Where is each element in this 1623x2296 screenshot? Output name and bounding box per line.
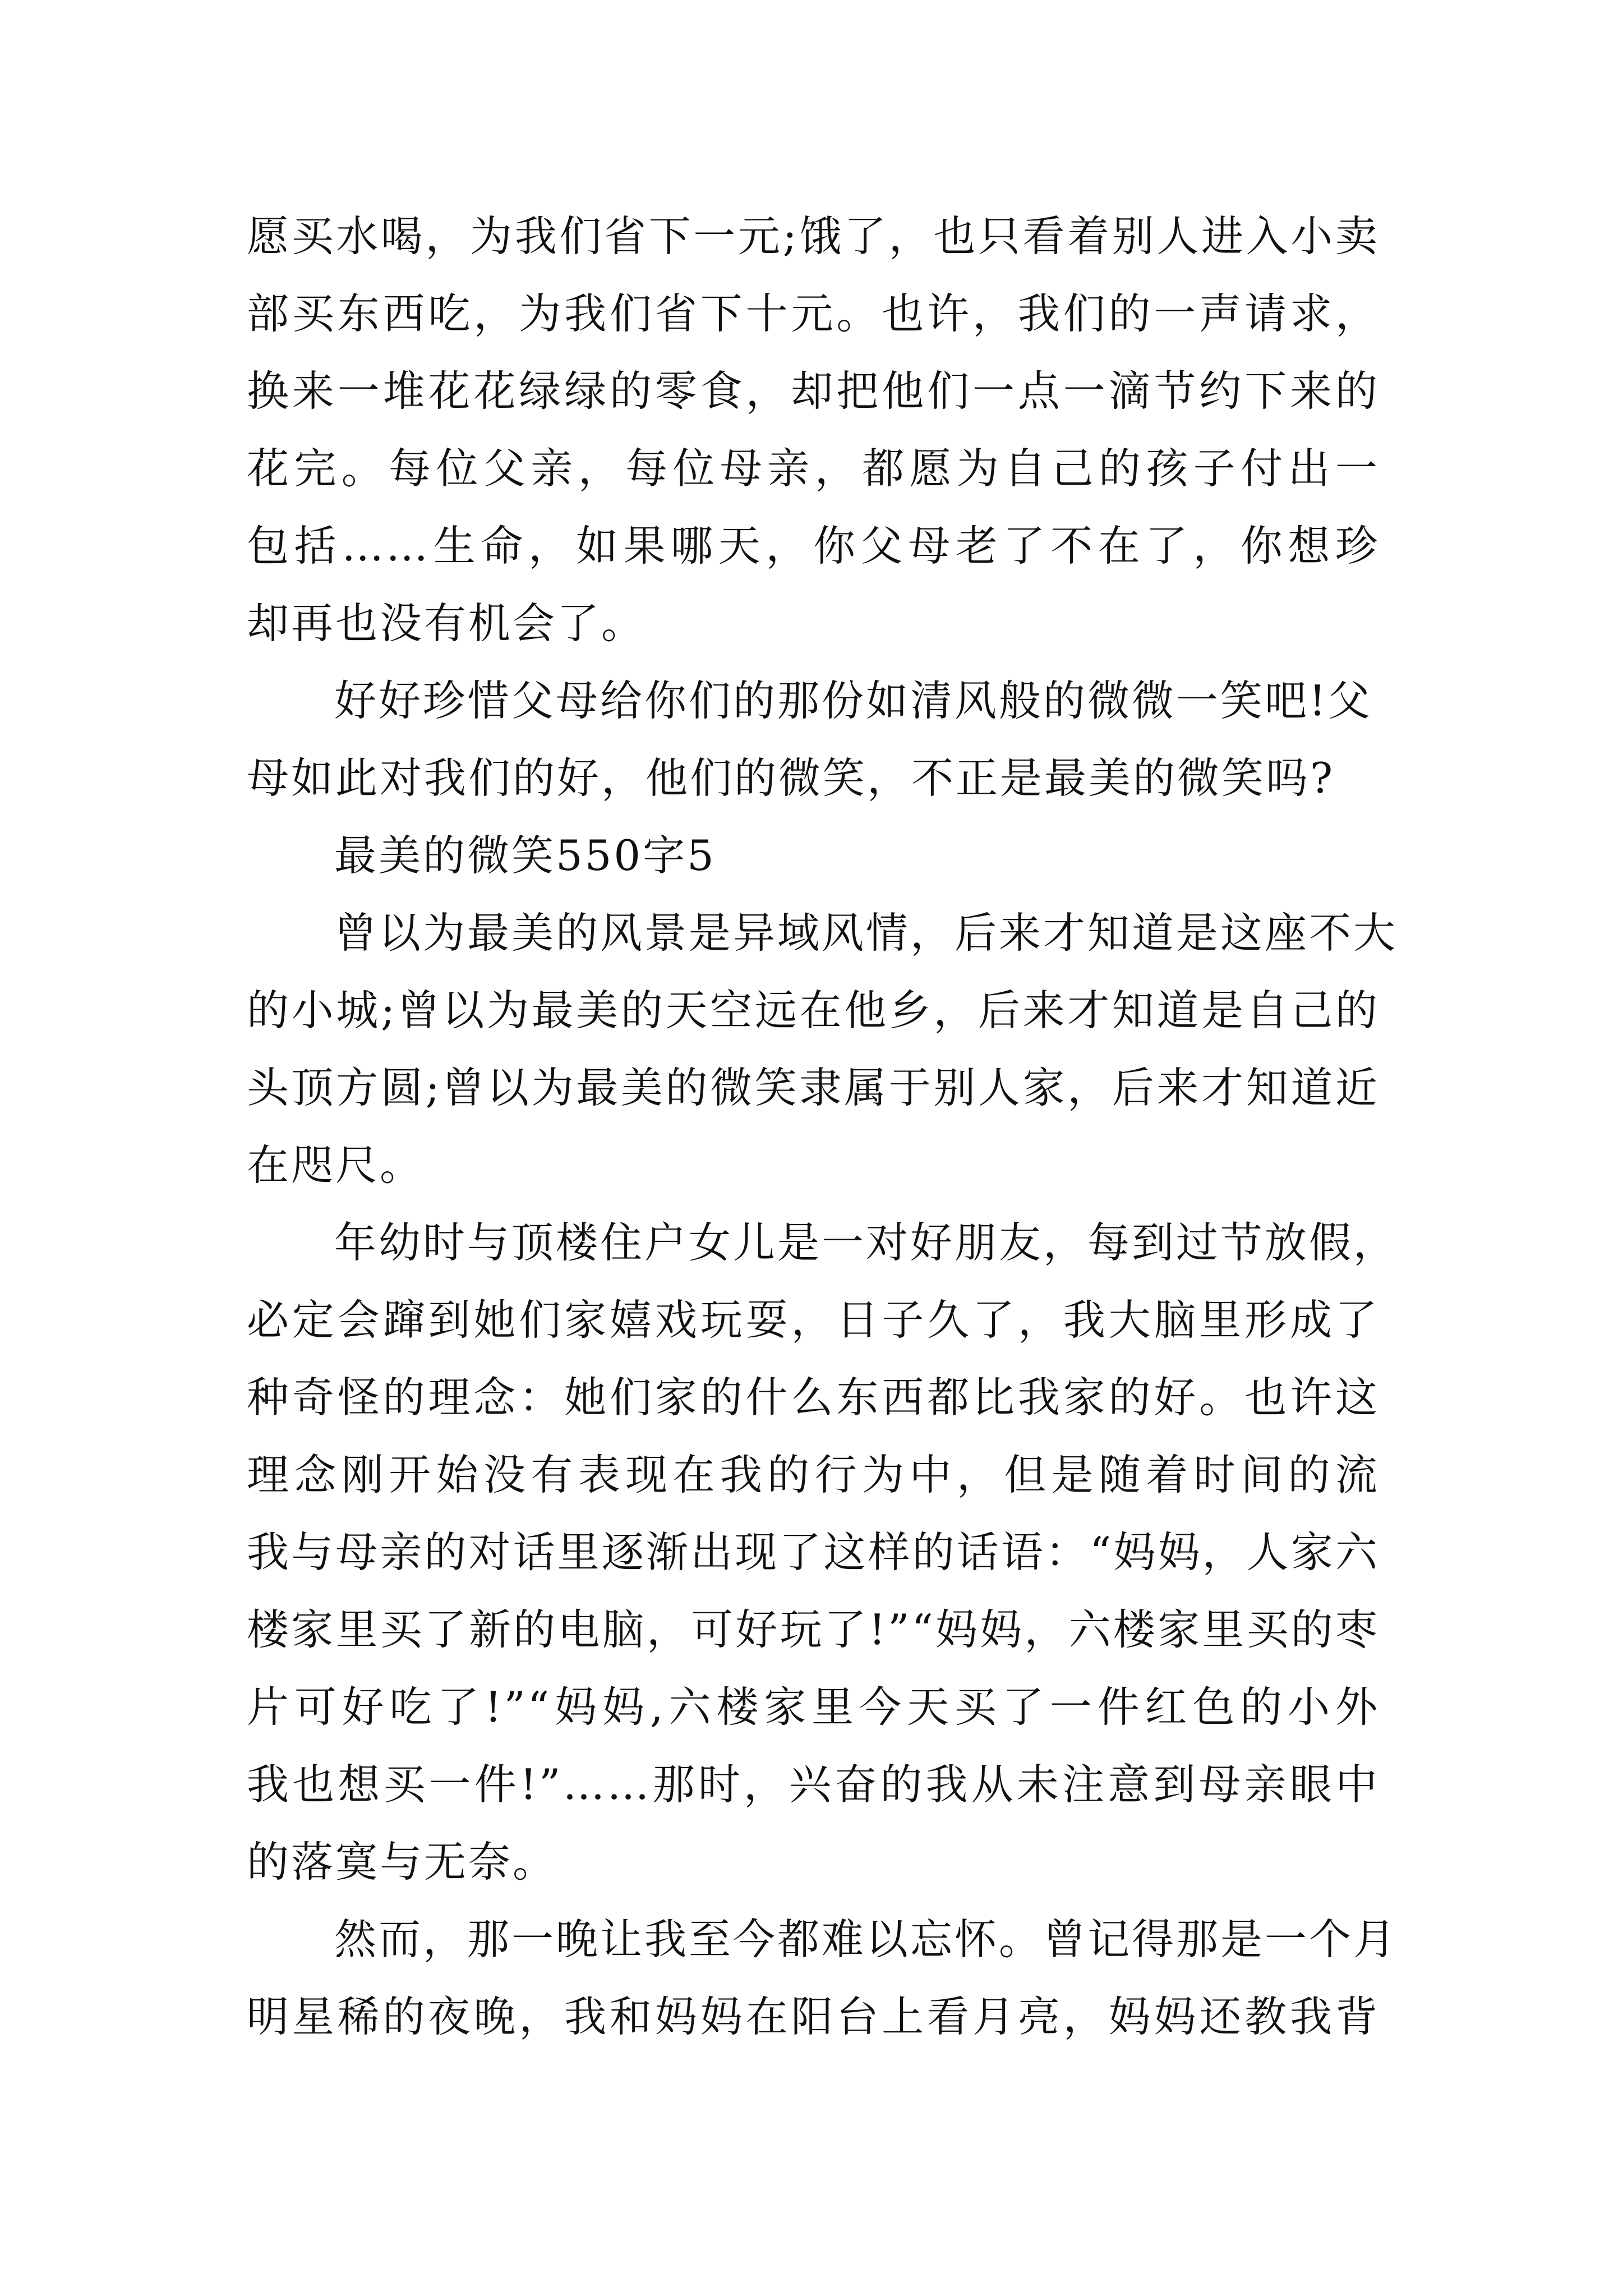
text-line: 的小城;曾以为最美的天空远在他乡，后来才知道是自己的 bbox=[247, 986, 1380, 1035]
text-line: 我与母亲的对话里逐渐出现了这样的话语：“妈妈，人家六 bbox=[247, 1527, 1380, 1577]
text-line: 的落寞与无奈。 bbox=[247, 1837, 557, 1887]
text-line: 必定会蹿到她们家嬉戏玩耍，日子久了，我大脑里形成了 bbox=[247, 1295, 1380, 1345]
text-line: 曾以为最美的风景是异域风情，后来才知道是这座不大 bbox=[334, 908, 1398, 958]
text-line: 包括……生命，如果哪天，你父母老了不在了，你想珍 bbox=[247, 521, 1380, 570]
text-line: 换来一堆花花绿绿的零食，却把他们一点一滴节约下来的 bbox=[247, 366, 1380, 416]
text-line: 花完。每位父亲，每位母亲，都愿为自己的孩子付出一 bbox=[247, 444, 1380, 493]
text-line: 我也想买一件!”……那时，兴奋的我从未注意到母亲眼中 bbox=[247, 1760, 1380, 1809]
text-line: 理念刚开始没有表现在我的行为中，但是随着时间的流 bbox=[247, 1450, 1380, 1499]
text-line: 然而，那一晚让我至今都难以忘怀。曾记得那是一个月 bbox=[334, 1915, 1398, 1964]
text-line: 头顶方圆;曾以为最美的微笑隶属于别人家，后来才知道近 bbox=[247, 1063, 1380, 1112]
text-line: 明星稀的夜晚，我和妈妈在阳台上看月亮，妈妈还教我背 bbox=[247, 1992, 1380, 2041]
text-line: 在咫尺。 bbox=[247, 1140, 425, 1190]
text-line: 愿买水喝，为我们省下一元;饿了，也只看着别人进入小卖 bbox=[247, 211, 1380, 261]
text-line: 母如此对我们的好，他们的微笑，不正是最美的微笑吗? bbox=[247, 753, 1335, 803]
text-line: 好好珍惜父母给你们的那份如清风般的微微一笑吧!父 bbox=[334, 676, 1373, 725]
text-line: 年幼时与顶楼住户女儿是一对好朋友，每到过节放假， bbox=[334, 1218, 1398, 1267]
text-line: 部买东西吃，为我们省下十元。也许，我们的一声请求， bbox=[247, 289, 1380, 338]
text-line: 种奇怪的理念：她们家的什么东西都比我家的好。也许这 bbox=[247, 1373, 1380, 1422]
document-body bbox=[247, 197, 1398, 2055]
text-line: 楼家里买了新的电脑，可好玩了!”“妈妈，六楼家里买的枣 bbox=[247, 1605, 1380, 1654]
section-heading: 最美的微笑550字5 bbox=[334, 831, 716, 880]
text-line: 片可好吃了!”“妈妈,六楼家里今天买了一件红色的小外 bbox=[247, 1682, 1380, 1732]
text-line: 却再也没有机会了。 bbox=[247, 599, 646, 648]
